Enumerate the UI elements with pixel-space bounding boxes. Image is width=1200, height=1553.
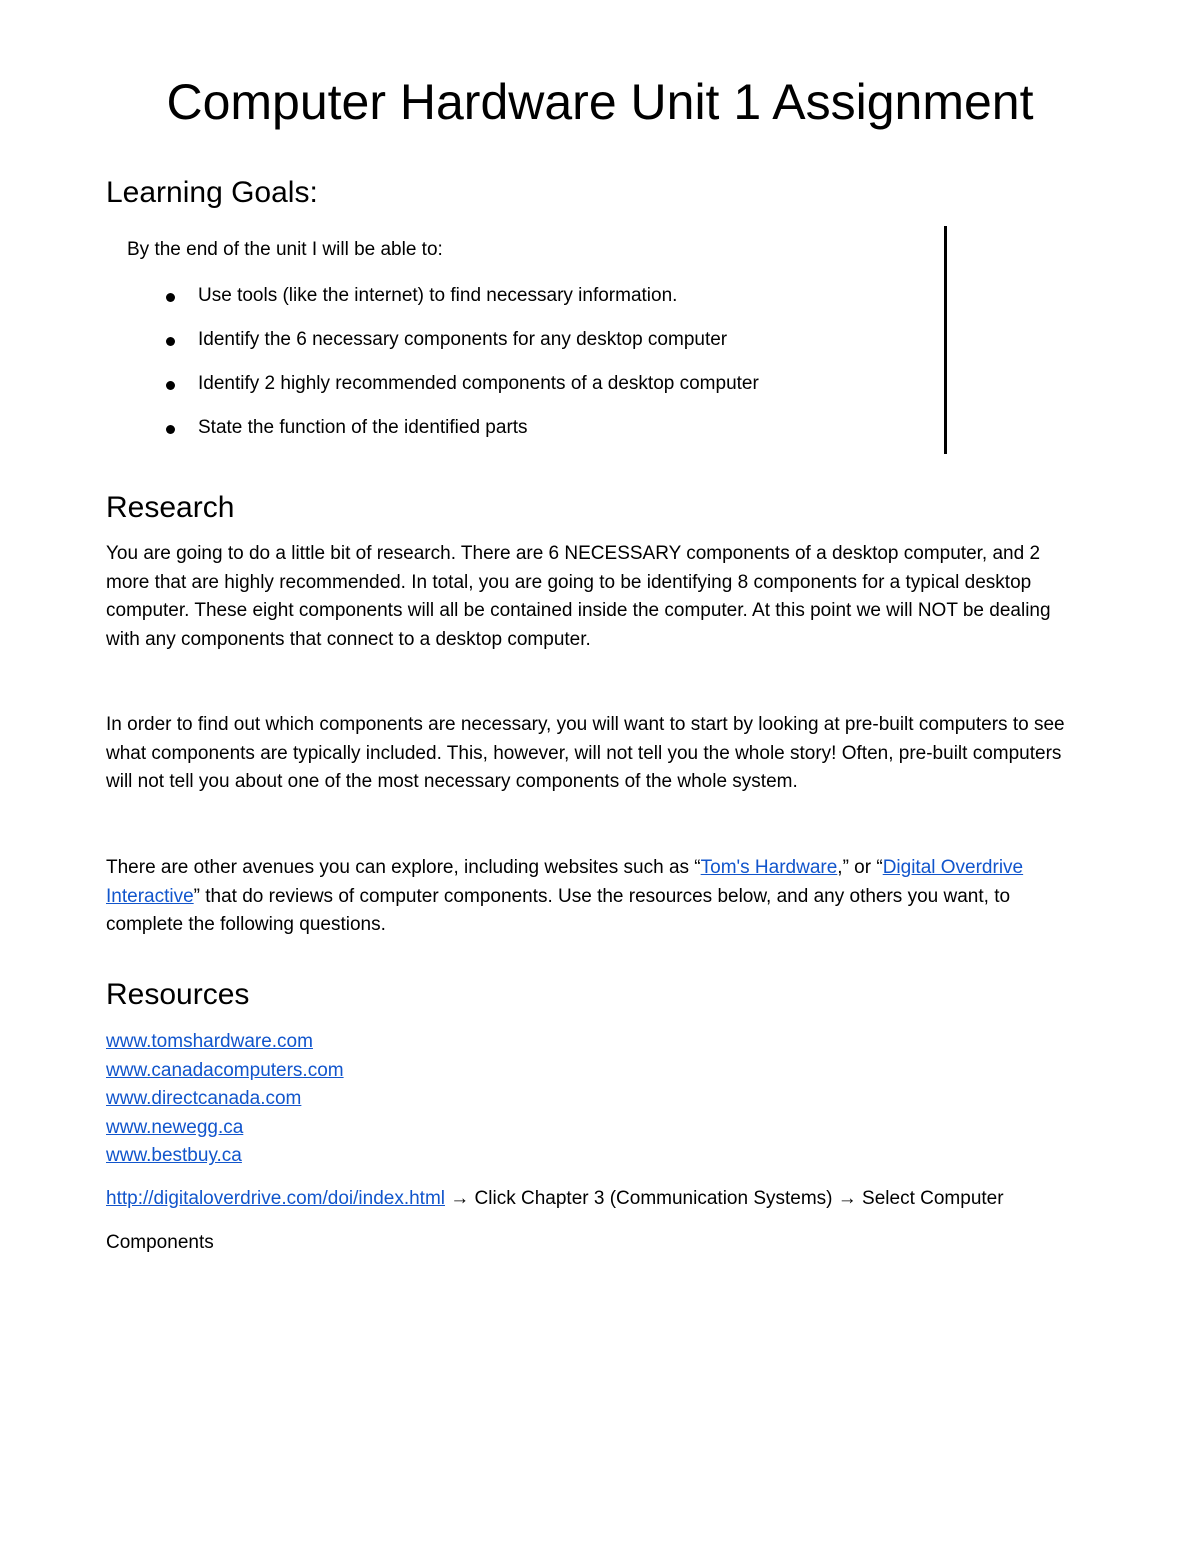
- resources-heading: Resources: [106, 978, 250, 1011]
- learning-goals-list: [106, 284, 936, 460]
- toms-hardware-link[interactable]: Tom's Hardware: [700, 857, 838, 878]
- list-item: [106, 1114, 344, 1143]
- resource-link-bestbuy[interactable]: www.bestbuy.ca: [106, 1145, 242, 1167]
- paragraph-text: ,” or “: [837, 857, 883, 878]
- research-heading: Research: [106, 491, 235, 524]
- resource-digitaloverdrive: [106, 1177, 1066, 1265]
- research-paragraph-1: You are going to do a little bit of research. There are 6 NECESSARY components of a desktop computer, and 2 more that are highly recommended. In total, you are going to be identifying 8 components for a typical desktop computer. These eight components will all be contained inside the computer. At this point we will NOT be dealing with any components that connect to a desktop computer.: [106, 543, 1051, 650]
- resource-link-directcanada[interactable]: www.directcanada.com: [106, 1088, 302, 1110]
- learning-goals-heading: Learning Goals:: [106, 176, 318, 209]
- resources-list: [106, 1028, 344, 1171]
- resource-link-digitaloverdrive[interactable]: http://digitaloverdrive.com/doi/index.html: [106, 1188, 445, 1209]
- list-item: [106, 416, 936, 460]
- bullet-icon: [166, 425, 175, 434]
- list-item: [106, 1142, 344, 1171]
- goal-text: State the function of the identified parts: [198, 417, 528, 438]
- research-paragraph-3: [106, 854, 1066, 940]
- list-item: [106, 328, 936, 372]
- resource-link-newegg[interactable]: www.newegg.ca: [106, 1116, 244, 1138]
- paragraph-text: ” that do reviews of computer components. Use the resources below, and any others you want, to complete the following questions.: [106, 885, 1011, 936]
- research-paragraph-2: In order to find out which components are necessary, you will want to start by looking at pre-built computers to see what components are typically included. This, however, will not tell you the whole story! Often, pre-built computers will not tell you about one of the most necessary components of the whole system.: [106, 714, 1065, 793]
- goal-text: Identify the 6 necessary components for any desktop computer: [198, 329, 728, 350]
- goal-text: Use tools (like the internet) to find necessary information.: [198, 285, 678, 306]
- resource-link-tomshardware[interactable]: www.tomshardware.com: [106, 1031, 313, 1052]
- bullet-icon: [166, 293, 175, 302]
- list-item: [106, 372, 936, 416]
- list-item: [106, 1057, 344, 1086]
- digital-overdrive-link[interactable]: Digital Overdrive Interactive: [106, 857, 1024, 907]
- resource-link-canadacomputers[interactable]: www.canadacomputers.com: [106, 1059, 344, 1081]
- learning-goals-intro: By the end of the unit I will be able to:: [127, 239, 443, 260]
- list-item: [106, 1085, 344, 1114]
- paragraph-text: There are other avenues you can explore, including websites such as “: [106, 857, 701, 878]
- learning-goals-box: [106, 226, 946, 454]
- list-item: [106, 1028, 344, 1057]
- list-item: [106, 284, 936, 328]
- bullet-icon: [166, 381, 175, 390]
- bullet-icon: [166, 337, 175, 346]
- document-title: Computer Hardware Unit 1 Assignment: [166, 74, 1034, 130]
- resource-instructions: → Click Chapter 3 (Communication Systems) → Select Computer Components: [106, 1188, 1004, 1253]
- goal-text: Identify 2 highly recommended components of a desktop computer: [198, 373, 759, 394]
- vertical-divider: [944, 226, 947, 454]
